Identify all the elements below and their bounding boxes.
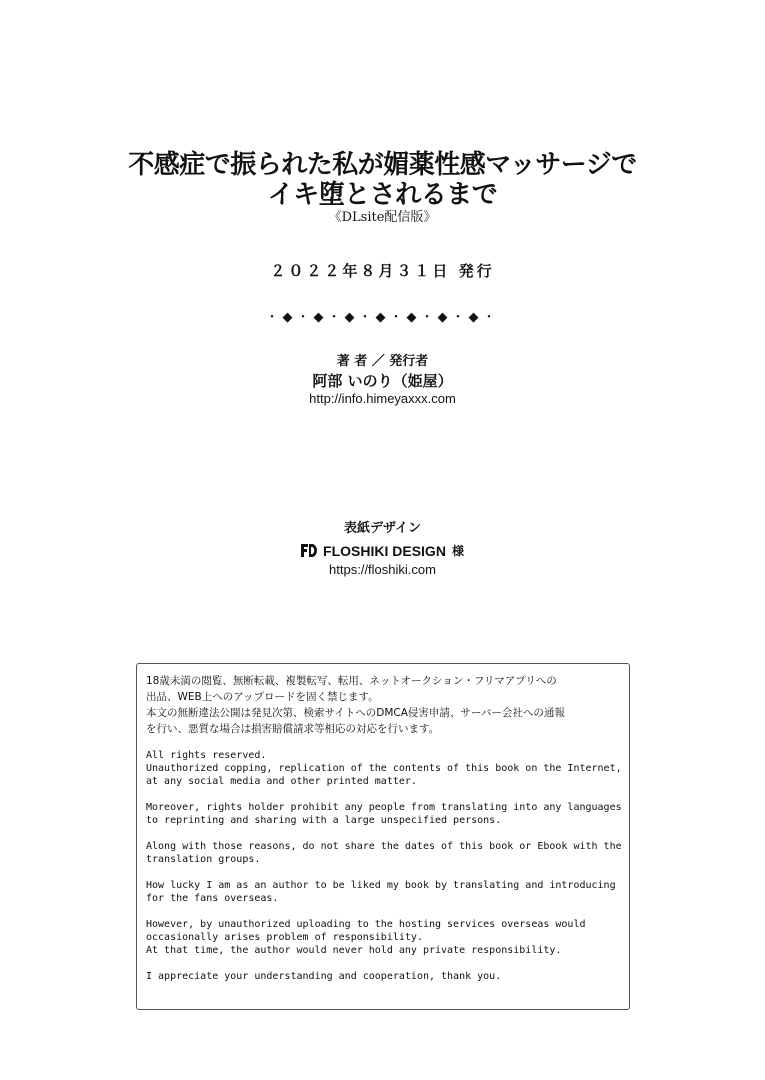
book-title-line-1: 不感症で振られた私が媚薬性感マッサージで bbox=[128, 150, 637, 180]
book-title-line-2: イキ堕とされるまで bbox=[267, 180, 498, 210]
publication-date: ２０２２年８月３１日 発行 bbox=[270, 262, 495, 280]
notice-en-line: translation groups. bbox=[146, 854, 261, 865]
author-role-label: 著 者 ／ 発行者 bbox=[336, 354, 429, 369]
notice-jp-line: 本文の無断違法公開は発見次第、検索サイトへのDMCA侵害申請、サーバー会社への通報 bbox=[146, 707, 565, 719]
author-block bbox=[0, 353, 765, 407]
notice-en-paragraph bbox=[146, 970, 621, 983]
notice-en-line: Along with those reasons, do not share the dates of this book or Ebook with the bbox=[146, 841, 622, 852]
notice-en-line: for the fans overseas. bbox=[146, 893, 279, 904]
notice-jp-line: を行い、悪質な場合は損害賠償請求等相応の対応を行います。 bbox=[146, 723, 440, 735]
cover-design-role-label: 表紙デザイン bbox=[343, 521, 422, 536]
notice-en-paragraph bbox=[146, 749, 621, 788]
notice-en-line: All rights reserved. bbox=[146, 750, 267, 761]
fd-logo-icon bbox=[301, 544, 317, 557]
notice-en-line: However, by unauthorized uploading to the hosting services overseas would bbox=[146, 919, 586, 930]
title-block bbox=[0, 150, 765, 226]
copyright-notice-box bbox=[136, 663, 630, 1010]
ornament-divider bbox=[0, 306, 765, 325]
designer-honorific: 様 bbox=[451, 544, 464, 558]
notice-en-line: to reprinting and sharing with a large unspecified persons. bbox=[146, 815, 502, 826]
cover-design-block bbox=[0, 520, 765, 578]
notice-en-paragraph bbox=[146, 918, 621, 957]
author-name: 阿部 いのり（姫屋） bbox=[312, 372, 453, 390]
notice-jp-line: 出品、WEB上へのアップロードを固く禁じます。 bbox=[146, 691, 379, 703]
notice-en-line: occasionally arises problem of responsibility. bbox=[146, 932, 423, 943]
notice-en-paragraph bbox=[146, 801, 621, 827]
designer-row bbox=[301, 542, 464, 559]
author-url[interactable]: http://info.himeyaxxx.com bbox=[309, 391, 456, 406]
notice-jp-line: 18歳未満の閲覧、無断転載、複製転写、転用、ネットオークション・フリマアプリへの bbox=[146, 675, 557, 687]
designer-url[interactable]: https://floshiki.com bbox=[329, 562, 436, 577]
designer-row-wrap bbox=[0, 542, 765, 561]
edition-label: 《DLsite配信版》 bbox=[328, 210, 437, 225]
diamond-ornament: ・◆・◆・◆・◆・◆・◆・◆・ bbox=[265, 310, 500, 325]
notice-en-line: I appreciate your understanding and cooperation, thank you. bbox=[146, 971, 502, 982]
notice-en-line: Unauthorized copping, replication of the contents of this book on the Internet, bbox=[146, 763, 622, 774]
notice-en-paragraph bbox=[146, 879, 621, 905]
notice-en-paragraph bbox=[146, 840, 621, 866]
notice-en-line: at any social media and other printed matter. bbox=[146, 776, 417, 787]
notice-en-line: How lucky I am as an author to be liked my book by translating and introducing bbox=[146, 880, 616, 891]
notice-en-line: Moreover, rights holder prohibit any people from translating into any languages bbox=[146, 802, 622, 813]
publication-date-block bbox=[0, 260, 765, 281]
designer-name: FLOSHIKI DESIGN bbox=[323, 542, 446, 559]
notice-en-line: At that time, the author would never hold any private responsibility. bbox=[146, 945, 562, 956]
